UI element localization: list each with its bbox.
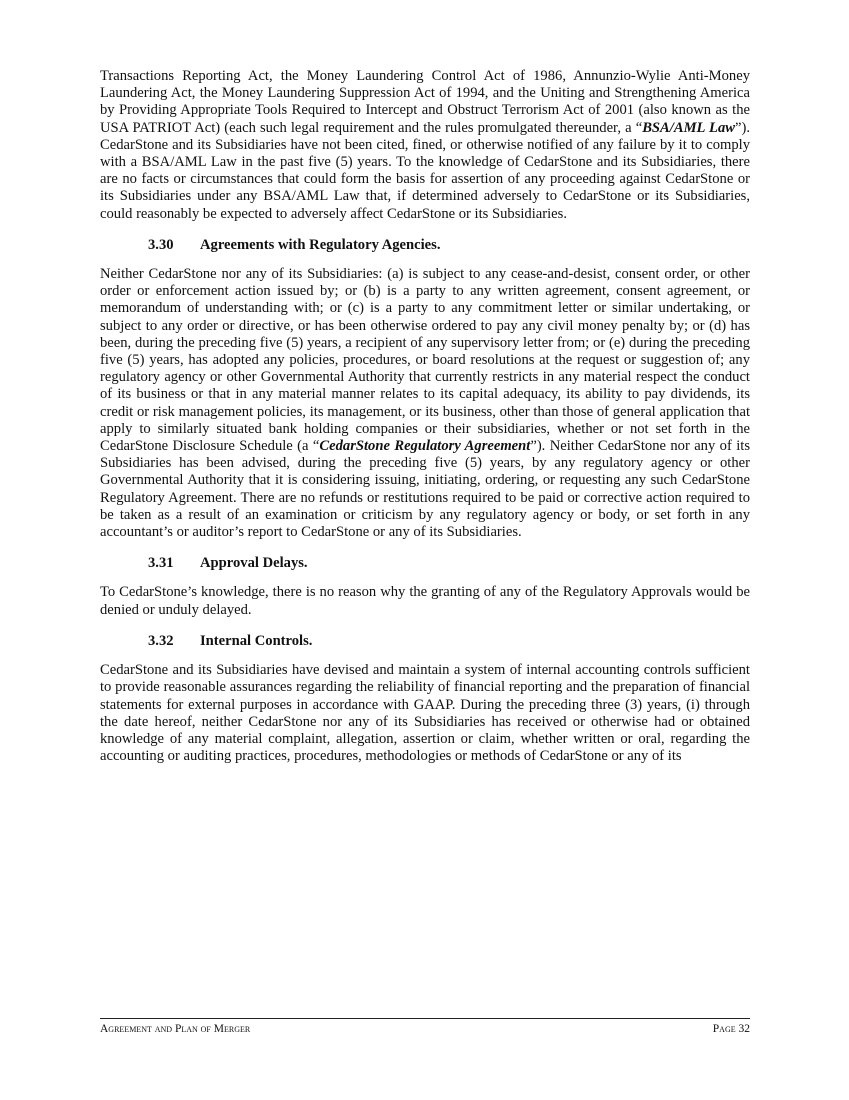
section-number: 3.31 [148, 555, 174, 572]
defined-term-bsa-aml-law: BSA/AML Law [642, 119, 735, 136]
defined-term-regulatory-agreement: CedarStone Regulatory Agreement [319, 438, 531, 455]
footer-document-title: Agreement and Plan of Merger [100, 1023, 251, 1035]
section-number: 3.32 [148, 632, 174, 649]
paragraph-regulatory-agreements [100, 266, 750, 541]
page-footer [100, 1018, 750, 1035]
section-title: Approval Delays. [200, 555, 308, 572]
paragraph-text: ”). CedarStone and its Subsidiaries have not been cited, fined, or otherwise notified of any failure by it to comply with a BSA/AML Law in the past five (5) years. To the knowledge of CedarStone and its Subsidiaries, there are no facts or circumstances that could form the basis for assertion of any proceeding against CedarStone or its Subsidiaries under any BSA/AML Law that, if determined adversely to CedarStone or its Subsidiaries, could reasonably be expected to adversely affect CedarStone or its Subsidiaries. [100, 119, 750, 222]
document-page [100, 68, 750, 765]
section-heading-3-32 [148, 633, 750, 650]
paragraph-text: ”). Neither CedarStone nor any of its Subsidiaries has been advised, during the preceding five (5) years, by any regulatory agency or other Governmental Authority that it is considering issuing, initiating, ordering, or requesting any such CedarStone Regulatory Agreement. There are no refunds or restitutions required to be paid or corrective action required to be taken as a result of an examination or criticism by any regulatory agency or body, or set forth in any accountant’s or auditor’s report to CedarStone or any of its Subsidiaries. [100, 438, 751, 541]
paragraph-bsa-aml [100, 68, 750, 223]
paragraph-internal-controls: CedarStone and its Subsidiaries have devised and maintain a system of internal accounting controls sufficient to provide reasonable assurances regarding the reliability of financial reporting and the preparation of financial statements for external purposes in accordance with GAAP. During the preceding three (3) years, (i) through the date hereof, neither CedarStone nor any of its Subsidiaries has received or otherwise had or obtained knowledge of any material complaint, allegation, assertion or claim, whether written or oral, regarding the accounting or auditing practices, procedures, methodologies or methods of CedarStone or any of its [100, 662, 750, 765]
section-heading-3-31 [148, 555, 750, 572]
paragraph-text: Transactions Reporting Act, the Money Laundering Control Act of 1986, Annunzio-Wylie Anti-Money Laundering Act, the Money Laundering Suppression Act of 1994, and the Uniting and Strengthening America by Providing Appropriate Tools Required to Intercept and Obstruct Terrorism Act of 2001 (also known as the USA PATRIOT Act) (each such legal requirement and the rules promulgated thereunder, a “ [100, 68, 750, 136]
section-heading-3-30 [148, 237, 750, 254]
section-title: Agreements with Regulatory Agencies. [200, 236, 441, 253]
section-number: 3.30 [148, 236, 174, 253]
paragraph-approval-delays: To CedarStone’s knowledge, there is no reason why the granting of any of the Regulatory Approvals would be denied or unduly delayed. [100, 584, 750, 618]
footer-page-number: Page 32 [712, 1023, 750, 1035]
section-title: Internal Controls. [200, 632, 313, 649]
paragraph-text: Neither CedarStone nor any of its Subsidiaries: (a) is subject to any cease-and-desist, consent order, or other order or enforcement action issued by; or (b) is a party to any written agreement, consent agreement, or memorandum of understanding with; or (c) is a party to any commitment letter or similar undertaking, or subject to any order or directive, or has been otherwise ordered to pay any civil money penalty by; or (d) has been, during the preceding five (5) years, a recipient of any supervisory letter from; or (e) during the preceding five (5) years, has adopted any policies, procedures, or board resolutions at the request or suggestion of; any regulatory agency or other Governmental Authority that currently restricts in any material respect the conduct of its business or that in any material manner relates to its capital adequacy, its ability to pay dividends, its credit or risk management policies, its management, or its business, other than those of general application that apply to similarly situated bank holding companies or their subsidiaries, whether or not set forth in the CedarStone Disclosure Schedule (a “ [100, 266, 750, 455]
